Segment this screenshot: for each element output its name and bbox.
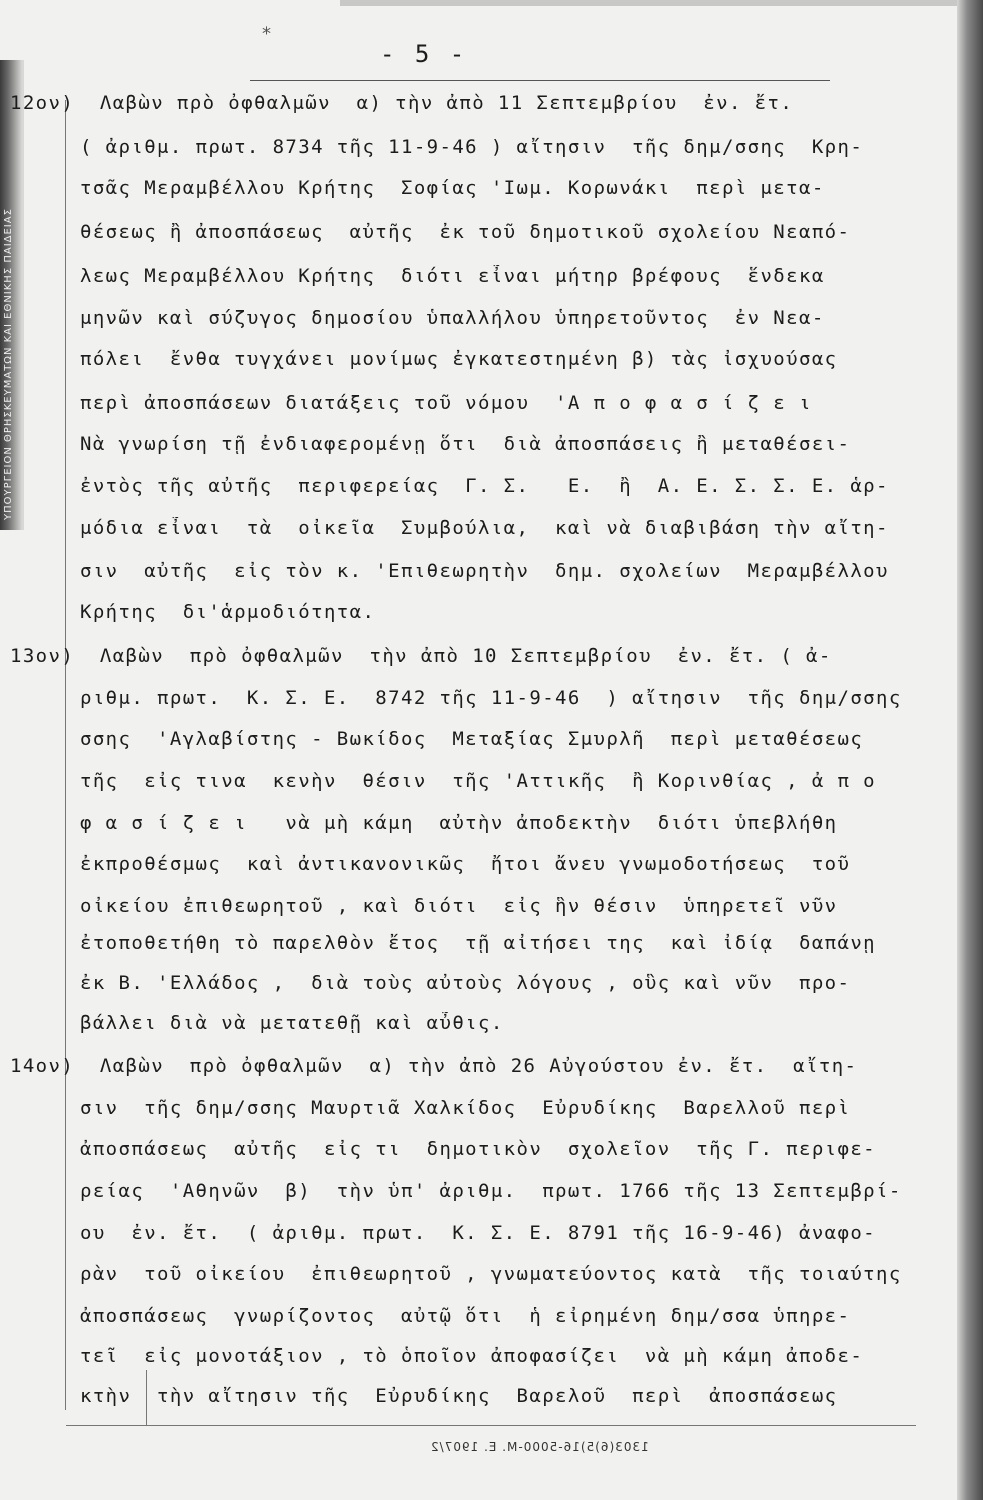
text-line: σιν τῆς δημ/σσης Μαυρτιᾶ Χαλκίδος Εὐρυδίκης Βαρελλοῦ περὶ	[80, 1097, 851, 1119]
scan-right-edge	[957, 0, 983, 1500]
scan-top-edge	[340, 0, 983, 6]
text-line: ἀποσπάσεως γνωρίζοντος αὐτῷ ὅτι ἡ εἰρημένη δημ/σσα ὑπηρε-	[80, 1305, 851, 1327]
text-line: 14ον) Λαβὼν πρὸ ὀφθαλμῶν α) τὴν ἀπὸ 26 Αὐγούστου ἐν. ἔτ. αἴτη-	[10, 1055, 858, 1077]
text-line: ἐτοποθετήθη τὸ παρελθὸν ἔτος τῇ αἰτήσει της καὶ ἰδίᾳ δαπάνῃ	[80, 932, 877, 954]
bottom-rule	[66, 1425, 916, 1426]
text-line: ρὰν τοῦ οἰκείου ἐπιθεωρητοῦ , γνωματεύοντος κατὰ τῆς τοιαύτης	[80, 1263, 902, 1285]
text-line: ριθμ. πρωτ. Κ. Σ. Ε. 8742 τῆς 11-9-46 ) αἴτησιν τῆς δημ/σσης	[80, 687, 902, 709]
text-line: ( ἀριθμ. πρωτ. 8734 τῆς 11-9-46 ) αἴτησιν τῆς δημ/σσης Κρη-	[80, 136, 864, 158]
text-line: μηνῶν καὶ σύζυγος δημοσίου ὑπαλλήλου ὑπηρετοῦντος ἐν Νεα-	[80, 307, 825, 329]
text-line: τῆς εἰς τινα κενὴν θέσιν τῆς 'Αττικῆς ἢ Κορινθίας , ἀ π ο	[80, 770, 877, 792]
print-footer: 1303(6)5)16-5000-M. E. 1907/2	[430, 1440, 649, 1454]
header-rule	[250, 80, 830, 81]
text-line: ρείας 'Αθηνῶν β) τὴν ὑπ' ἀριθμ. πρωτ. 1766 τῆς 13 Σεπτεμβρί-	[80, 1180, 902, 1202]
text-line: ἐντὸς τῆς αὐτῆς περιφερείας Γ. Σ. Ε. ἢ Α. Ε. Σ. Σ. Ε. ἁρ-	[80, 475, 889, 497]
margin-line	[65, 100, 66, 1410]
text-line: ἐκπροθέσμως καὶ ἀντικανονικῶς ἤτοι ἄνευ γνωμοδοτήσεως τοῦ	[80, 853, 851, 875]
ink-mark: ⁎	[262, 18, 271, 39]
text-line: τσᾶς Μεραμβέλλου Κρήτης Σοφίας 'Ιωμ. Κορωνάκι περὶ μετα-	[80, 177, 825, 199]
text-line: οἰκείου ἐπιθεωρητοῦ , καὶ διότι εἰς ἣν θέσιν ὑπηρετεῖ νῦν	[80, 895, 838, 917]
text-line: περὶ ἀποσπάσεων διατάξεις τοῦ νόμου 'Α π ο φ α σ ί ζ ε ι	[80, 392, 812, 414]
text-line: τεῖ εἰς μονοτάξιον , τὸ ὁποῖον ἀποφασίζει νὰ μὴ κάμη ἀποδε-	[80, 1345, 864, 1367]
page-number: - 5 -	[380, 40, 468, 68]
text-line: λεως Μεραμβέλλου Κρήτης διότι εἶναι μήτηρ βρέφους ἕνδεκα	[80, 265, 825, 287]
text-line: κτὴν τὴν αἴτησιν τῆς Εὐρυδίκης Βαρελοῦ περὶ ἀποσπάσεως	[80, 1385, 838, 1407]
text-line: Νὰ γνωρίση τῇ ἐνδιαφερομένῃ ὅτι διὰ ἀποσπάσεις ἢ μεταθέσει-	[80, 433, 851, 455]
text-line: θέσεως ἢ ἀποσπάσεως αὐτῆς ἐκ τοῦ δημοτικοῦ σχολείου Νεαπό-	[80, 221, 851, 243]
text-line: ἀποσπάσεως αὐτῆς εἰς τι δημοτικὸν σχολεῖον τῆς Γ. περιφε-	[80, 1138, 877, 1160]
text-line: σσης 'Αγλαβίστης - Βωκίδος Μεταξίας Σμυρλῆ περὶ μεταθέσεως	[80, 728, 864, 750]
text-line: Κρήτης δι'ἁρμοδιότητα.	[80, 601, 376, 623]
text-line: 12ον) Λαβὼν πρὸ ὀφθαλμῶν α) τὴν ἀπὸ 11 Σεπτεμβρίου ἐν. ἔτ.	[10, 92, 794, 114]
text-line: σιν αὐτῆς εἰς τὸν κ. 'Επιθεωρητὴν δημ. σχολείων Μεραμβέλλου	[80, 560, 889, 582]
text-line: ἐκ Β. 'Ελλάδος , διὰ τοὺς αὐτοὺς λόγους , οὓς καὶ νῦν προ-	[80, 972, 851, 994]
text-line: φ α σ ί ζ ε ι νὰ μὴ κάμη αὐτὴν ἀποδεκτὴν διότι ὑπεβλήθη	[80, 812, 838, 834]
text-line: 13ον) Λαβὼν πρὸ ὀφθαλμῶν τὴν ἀπὸ 10 Σεπτεμβρίου ἐν. ἔτ. ( ἀ-	[10, 645, 832, 667]
text-line: πόλει ἔνθα τυγχάνει μονίμως ἐγκατεστημένη β) τὰς ἰσχυούσας	[80, 348, 838, 370]
text-line: μόδια εἶναι τὰ οἰκεῖα Συμβούλια, καὶ νὰ διαβιβάση τὴν αἴτη-	[80, 517, 889, 539]
binding-stamp: ΥΠΟΥΡΓΕΙΟΝ ΘΡΗΣΚΕΥΜΑΤΩΝ ΚΑΙ ΕΘΝΙΚΗΣ ΠΑΙΔΕΙΑΣ	[3, 208, 14, 520]
text-line: βάλλει διὰ νὰ μετατεθῇ καὶ αὖθις.	[80, 1012, 504, 1034]
text-line: ου ἐν. ἔτ. ( ἀριθμ. πρωτ. Κ. Σ. Ε. 8791 τῆς 16-9-46) ἀναφο-	[80, 1222, 877, 1244]
